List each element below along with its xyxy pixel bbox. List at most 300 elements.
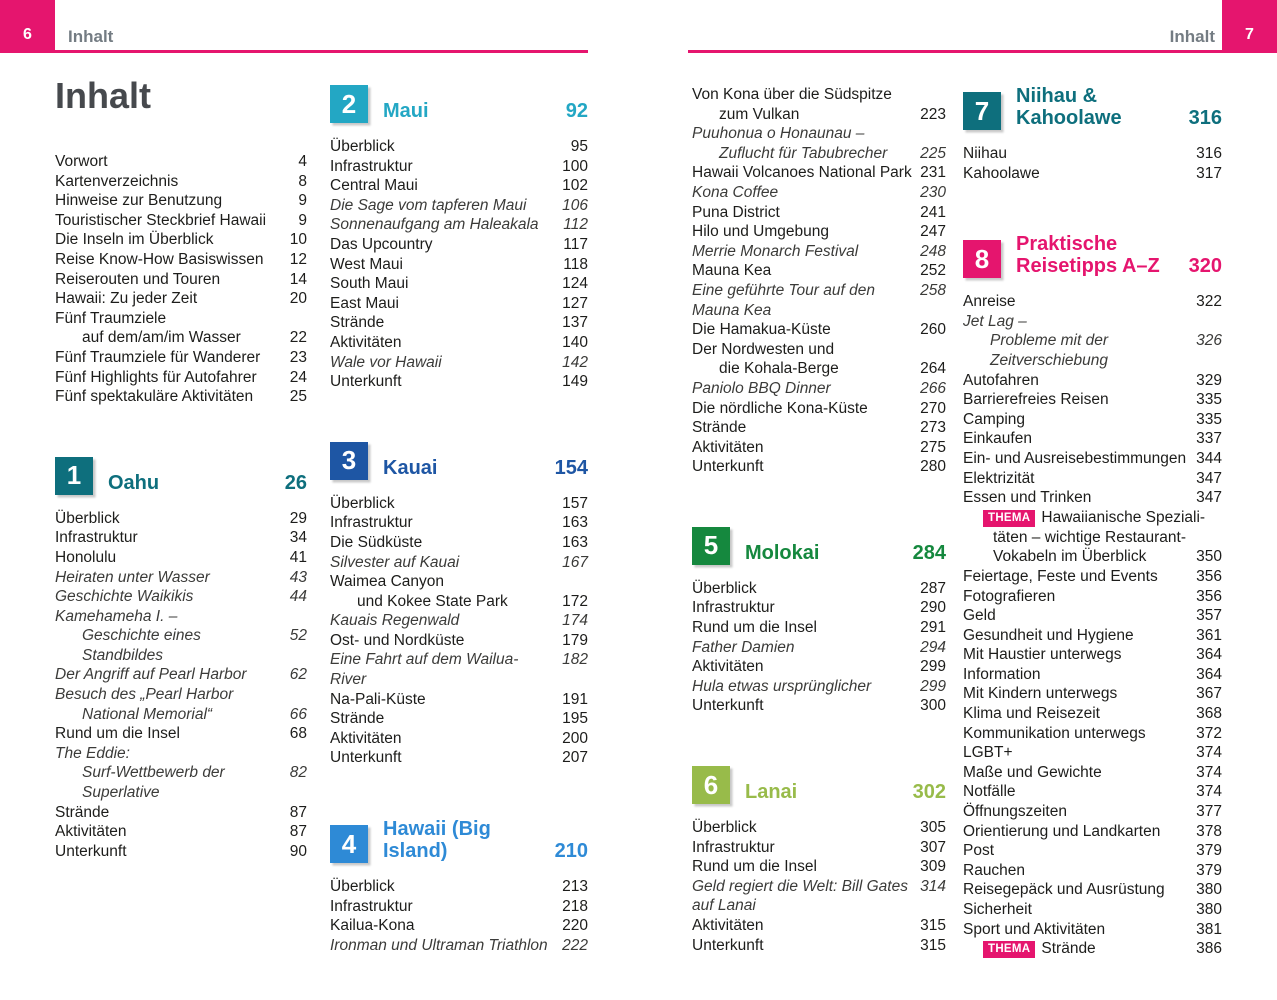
toc-entry-list (963, 292, 1222, 959)
toc-entry (330, 274, 588, 294)
toc-entry-title: Aktivitäten (692, 438, 764, 456)
toc-entry-title: Camping (963, 410, 1026, 428)
toc-entry-page: 368 (1196, 705, 1222, 723)
running-head-right: Inhalt (1169, 27, 1215, 46)
toc-entry-title: Sport und Aktivitäten (963, 920, 1106, 938)
toc-entry-title: Der Angriff auf Pearl Harbor (55, 666, 247, 684)
toc-entry-title: Puna District (692, 203, 780, 221)
toc-entry-page: 182 (562, 651, 588, 669)
toc-entry-title: Rund um die Insel (692, 858, 817, 876)
toc-entry-page: 222 (562, 936, 588, 954)
chapter-7-header (963, 85, 1222, 130)
toc-entry-title: Silvester auf Kauai (330, 553, 460, 571)
toc-entry-page: 163 (562, 514, 588, 532)
toc-entry-page: 379 (1196, 842, 1222, 860)
chapter-page: 302 (912, 781, 946, 804)
toc-entry-list (692, 579, 946, 716)
toc-entry (692, 203, 946, 223)
toc-entry (330, 513, 588, 533)
toc-entry-page: 316 (1196, 145, 1222, 162)
toc-entry (963, 292, 1222, 312)
toc-entry-page: 191 (562, 690, 588, 708)
toc-entry (330, 215, 588, 235)
toc-entry (963, 645, 1222, 665)
toc-entry-page: 378 (1196, 822, 1222, 840)
toc-entry-title: Information (963, 665, 1041, 683)
toc-entry (55, 587, 307, 607)
toc-entry-page: 381 (1196, 920, 1222, 938)
chapter-page: 154 (554, 456, 588, 479)
toc-entry (330, 592, 588, 612)
toc-entry-title: Infrastruktur (330, 157, 413, 175)
toc-entry-page: 326 (1196, 332, 1222, 350)
chapter-page: 316 (1188, 107, 1222, 129)
toc-entry (692, 838, 946, 858)
toc-entry-title: Geschichte eines Standbildes (82, 627, 201, 664)
toc-entry (692, 163, 946, 183)
page-number-left: 6 (23, 26, 32, 43)
toc-entry (692, 340, 946, 360)
toc-entry (692, 183, 946, 203)
toc-entry-page: 377 (1196, 803, 1222, 821)
toc-entry (55, 548, 307, 568)
toc-entry-page: 374 (1196, 783, 1222, 801)
toc-entry-title: Sonnenaufgang am Haleakala (330, 216, 539, 234)
toc-entry (963, 724, 1222, 744)
toc-entry-title: Fünf Traumziele (55, 309, 167, 327)
toc-entry-title: Rund um die Insel (692, 619, 817, 637)
toc-entry-page: 386 (1196, 940, 1222, 958)
toc-entry-title: Besuch des „Pearl Harbor (55, 686, 234, 704)
toc-entry (55, 172, 307, 192)
toc-entry-title: Das Upcountry (330, 235, 433, 253)
toc-entry-title: Barrierefreies Reisen (963, 391, 1109, 409)
toc-entry-title: Merrie Monarch Festival (692, 242, 859, 260)
toc-entry-title: Die Inseln im Überblick (55, 231, 214, 249)
toc-entry-page: 275 (920, 438, 946, 456)
toc-entry-title: Fünf Traumziele für Wanderer (55, 348, 261, 366)
toc-entry (55, 665, 307, 685)
toc-entry (330, 690, 588, 710)
toc-entry-title: Probleme mit der Zeitverschiebung (990, 332, 1109, 369)
toc-entry (330, 494, 588, 514)
chapter-page: 320 (1188, 255, 1222, 278)
toc-entry-title: Rund um die Insel (55, 725, 180, 743)
toc-entry-page: 248 (920, 242, 946, 260)
toc-entry-title: Die Hamakua-Küste (692, 321, 831, 339)
toc-entry (55, 685, 307, 705)
chapter-3-section (330, 442, 588, 768)
toc-entry-page: 299 (920, 677, 946, 695)
toc-entry-title: zum Vulkan (719, 105, 800, 123)
toc-entry-page: 66 (289, 705, 307, 723)
toc-entry-title: Unterkunft (692, 697, 764, 715)
toc-entry-title: Kommunikation unterwegs (963, 724, 1146, 742)
toc-entry-title: täten – wichtige Restaurant- (993, 528, 1186, 546)
toc-entry-page: 29 (289, 509, 307, 527)
toc-entry (692, 618, 946, 638)
toc-entry-page: 287 (920, 579, 946, 597)
toc-entry-title: Eine geführte Tour auf den Mauna Kea (692, 281, 875, 319)
toc-entry (963, 312, 1222, 332)
toc-entry-title: Überblick (330, 878, 395, 896)
toc-entry-page: 207 (562, 749, 588, 767)
toc-entry-title: Unterkunft (55, 842, 127, 860)
toc-entry (963, 567, 1222, 587)
toc-entry-title: Die Sage vom tapferen Maui (330, 196, 527, 214)
toc-entry (963, 763, 1222, 783)
toc-entry-page: 367 (1196, 685, 1222, 703)
toc-entry-page: 12 (289, 250, 307, 268)
toc-entry-title: Feiertage, Feste und Events (963, 567, 1158, 585)
toc-entry (963, 547, 1222, 567)
toc-entry-title: Strände (692, 419, 747, 437)
toc-entry-list (692, 85, 946, 477)
toc-entry (692, 457, 946, 477)
toc-entry-page: 361 (1196, 626, 1222, 644)
chapter-4-header (330, 818, 588, 863)
toc-entry-list (55, 509, 307, 862)
toc-entry-page: 82 (289, 764, 307, 782)
toc-entry-page: 260 (920, 321, 946, 339)
toc-entry (330, 572, 588, 592)
toc-entry-title: Unterkunft (692, 936, 764, 954)
toc-entry-title: Mit Haustier unterwegs (963, 646, 1122, 664)
chapter-number-box: 7 (963, 92, 1001, 130)
toc-entry-page: 124 (562, 275, 588, 293)
toc-entry-title: auf dem/am/im Wasser (82, 329, 241, 347)
chapter-1-header (55, 457, 307, 495)
toc-entry-title: Essen und Trinken (963, 489, 1092, 507)
toc-entry-title: Kartenverzeichnis (55, 172, 179, 190)
toc-entry (692, 579, 946, 599)
chapter-8-section (963, 233, 1222, 959)
toc-entry (55, 509, 307, 529)
toc-entry-title: Jet Lag – (963, 312, 1027, 330)
toc-entry-list (330, 877, 588, 955)
toc-entry-page: 117 (563, 235, 588, 253)
toc-entry (55, 744, 307, 764)
toc-entry (55, 607, 307, 627)
chapter-title: Maui (383, 100, 429, 122)
toc-entry (330, 611, 588, 631)
toc-entry-page: 149 (562, 373, 588, 391)
toc-entry-title: Aktivitäten (330, 729, 402, 747)
toc-entry-page: 273 (920, 419, 946, 437)
toc-entry-page: 264 (920, 360, 946, 378)
chapter-5-header (692, 527, 946, 565)
toc-entry-title: Geschichte Waikikis (55, 588, 194, 606)
toc-entry-page: 252 (920, 262, 946, 280)
toc-entry (55, 270, 307, 290)
toc-entry (963, 331, 1222, 370)
toc-entry-page: 118 (563, 255, 588, 273)
chapter-number-box: 6 (692, 766, 730, 804)
toc-entry (330, 353, 588, 373)
toc-entry-title: The Eddie: (55, 744, 130, 762)
toc-entry-title: Sicherheit (963, 901, 1032, 918)
toc-entry (55, 528, 307, 548)
toc-entry-page: 247 (920, 223, 946, 241)
toc-entry-page: 9 (298, 211, 307, 229)
toc-entry-page: 322 (1196, 293, 1222, 311)
toc-entry-title: Der Nordwesten und (692, 340, 835, 358)
toc-entry (692, 598, 946, 618)
toc-entry-title: South Maui (330, 275, 409, 293)
toc-entry (963, 822, 1222, 842)
toc-entry-title: Infrastruktur (330, 897, 413, 915)
toc-entry (330, 553, 588, 573)
toc-entry-page: 309 (920, 858, 946, 876)
toc-entry-page: 95 (570, 138, 588, 155)
toc-entry (55, 568, 307, 588)
toc-entry-page: 241 (920, 203, 946, 221)
chapter-number-box: 1 (55, 457, 93, 495)
toc-entry-title: Unterkunft (692, 458, 764, 476)
toc-entry-title: Unterkunft (330, 749, 402, 767)
toc-entry-page: 41 (289, 548, 307, 566)
toc-entry (963, 665, 1222, 685)
toc-entry-page: 364 (1196, 646, 1222, 664)
toc-entry-title: Fünf spektakuläre Aktivitäten (55, 388, 254, 406)
toc-entry-title: Kona Coffee (692, 183, 779, 201)
toc-entry (692, 242, 946, 262)
toc-entry-title: Na-Pali-Küste (330, 690, 426, 708)
toc-entry-page: 223 (920, 105, 946, 123)
toc-entry-page: 290 (920, 599, 946, 617)
toc-entry-page: 200 (562, 729, 588, 747)
toc-entry-title: Eine Fahrt auf dem Wailua-River (330, 651, 519, 689)
toc-entry-title: Heiraten unter Wasser (55, 568, 210, 586)
toc-entry-title: Reisegepäck und Ausrüstung (963, 881, 1165, 899)
toc-entry-list (330, 137, 588, 392)
toc-entry (963, 900, 1222, 920)
toc-entry (963, 782, 1222, 802)
toc-entry-page: 100 (562, 157, 588, 175)
toc-entry-title: Honolulu (55, 548, 117, 566)
toc-entry (692, 936, 946, 956)
toc-entry-page: 356 (1196, 587, 1222, 605)
toc-entry (963, 704, 1222, 724)
page-number-box-left (0, 0, 55, 53)
toc-entry-title: Vokabeln im Überblick (993, 548, 1147, 566)
toc-entry-page: 10 (289, 231, 307, 249)
toc-entry-page: 62 (289, 666, 307, 684)
toc-entry-title: Die Südküste (330, 533, 423, 551)
toc-entry-title: Fotografieren (963, 587, 1056, 605)
chapter-page: 26 (284, 471, 307, 494)
toc-entry-title: Surf-Wettbewerb der Superlative (82, 764, 225, 802)
toc-entry-title: Puuhonua o Honaunau – (692, 125, 865, 143)
toc-entry-title: Infrastruktur (55, 529, 138, 547)
toc-entry-title: Mauna Kea (692, 262, 772, 280)
toc-entry-title: Autofahren (963, 371, 1039, 389)
thema-badge: THEMA (983, 510, 1035, 527)
chapter-number-box: 8 (963, 240, 1001, 278)
header-rule-left (0, 50, 588, 53)
thema-badge: THEMA (983, 941, 1035, 958)
toc-entry-page: 356 (1196, 567, 1222, 585)
toc-entry (55, 803, 307, 823)
chapter-title: Hawaii (Big Island) (383, 818, 491, 863)
toc-entry (692, 418, 946, 438)
toc-entry-page: 20 (289, 290, 307, 308)
toc-entry-title: Überblick (330, 494, 395, 512)
chapter-6-header (692, 766, 946, 804)
toc-entry (692, 438, 946, 458)
toc-entry (963, 410, 1222, 430)
page-title: Inhalt (55, 75, 151, 116)
page-number-box-right (1222, 0, 1277, 53)
toc-entry-title: Aktivitäten (330, 333, 402, 351)
toc-entry-title: Ost- und Nordküste (330, 631, 465, 649)
toc-entry (55, 230, 307, 250)
toc-entry (963, 861, 1222, 881)
chapter-title: Molokai (745, 541, 820, 564)
toc-entry-page: 179 (562, 631, 588, 649)
toc-entry (55, 705, 307, 725)
toc-entry-page: 315 (920, 917, 946, 934)
toc-entry (692, 818, 946, 838)
toc-entry-title: Rauchen (963, 861, 1026, 879)
chapter-title: Kauai (383, 456, 438, 479)
toc-entry-title: Kauais Regenwald (330, 612, 460, 630)
toc-entry (330, 372, 588, 392)
toc-entry-title: National Memorial“ (82, 705, 213, 723)
toc-entry-page: 291 (920, 619, 946, 637)
chapter-page: 210 (554, 840, 588, 863)
toc-entry-title: Mit Kindern unterwegs (963, 685, 1118, 703)
toc-entry-title: Orientierung und Landkarten (963, 822, 1161, 840)
toc-entry-page: 127 (562, 294, 588, 312)
chapter-5-section (692, 527, 946, 716)
column-2 (330, 85, 588, 955)
toc-entry-page: 380 (1196, 881, 1222, 899)
toc-entry (963, 144, 1222, 164)
toc-entry (692, 399, 946, 419)
toc-entry-title: Strände (330, 710, 385, 728)
toc-entry-list (330, 494, 588, 768)
chapter-page: 284 (912, 541, 946, 564)
toc-entry-page: 87 (289, 823, 307, 841)
toc-entry-page: 335 (1196, 410, 1222, 428)
toc-entry-title: Von Kona über die Südspitze (692, 86, 892, 103)
toc-entry-page: 44 (289, 588, 307, 606)
toc-entry-title: THEMA Strände (963, 939, 1096, 959)
toc-entry-page: 68 (289, 725, 307, 743)
toc-entry-title: Ironman und Ultraman Triathlon (330, 936, 548, 954)
toc-entry (692, 677, 946, 697)
toc-entry (55, 309, 307, 329)
toc-entry (692, 657, 946, 677)
chapter-1-section (55, 457, 307, 862)
toc-entry (330, 333, 588, 353)
toc-entry-title: Vorwort (55, 153, 108, 170)
toc-entry (692, 379, 946, 399)
toc-entry-page: 305 (920, 819, 946, 837)
toc-entry-page: 372 (1196, 724, 1222, 742)
toc-entry-title: Kailua-Kona (330, 917, 415, 935)
toc-entry (963, 841, 1222, 861)
toc-entry-title: Waimea Canyon (330, 573, 445, 591)
toc-entry (55, 328, 307, 348)
toc-entry (55, 626, 307, 665)
toc-entry-title: Father Damien (692, 638, 795, 656)
toc-entry-title: Infrastruktur (330, 514, 413, 532)
toc-entry (963, 371, 1222, 391)
toc-entry (330, 196, 588, 216)
toc-entry-page: 9 (298, 192, 307, 210)
toc-entry-title: Strände (330, 314, 385, 332)
toc-entry-page: 172 (562, 592, 588, 610)
toc-entry (963, 684, 1222, 704)
toc-entry-page: 157 (562, 494, 588, 512)
toc-entry (330, 313, 588, 333)
toc-entry (330, 631, 588, 651)
toc-entry (55, 368, 307, 388)
toc-entry (330, 709, 588, 729)
toc-entry (963, 449, 1222, 469)
toc-entry-title: Aktivitäten (692, 917, 764, 934)
toc-entry-title: Klima und Reisezeit (963, 705, 1100, 723)
toc-entry-title: Unterkunft (330, 373, 402, 391)
toc-entry-page: 220 (562, 917, 588, 935)
toc-entry-title: Strände (55, 803, 110, 821)
chapter-2-section (330, 85, 588, 392)
column-1 (55, 76, 307, 861)
toc-entry-page: 344 (1196, 449, 1222, 467)
toc-entry-page: 112 (563, 216, 588, 234)
toc-entry-title: Hawaii Volcanoes National Park (692, 164, 912, 182)
toc-entry (963, 920, 1222, 940)
toc-entry-page: 8 (298, 172, 307, 190)
toc-entry-page: 174 (562, 612, 588, 630)
toc-entry (963, 528, 1222, 548)
toc-entry-page: 258 (920, 281, 946, 299)
toc-entry (330, 877, 588, 897)
toc-entry (55, 763, 307, 802)
toc-entry-page: 90 (289, 842, 307, 860)
chapter-number-box: 5 (692, 527, 730, 565)
toc-entry-page: 374 (1196, 763, 1222, 781)
chapter-number-box: 2 (330, 85, 368, 123)
toc-entry-page: 266 (920, 379, 946, 397)
toc-entry-title: Paniolo BBQ Dinner (692, 379, 831, 397)
toc-entry (963, 880, 1222, 900)
chapter-number-box: 4 (330, 825, 368, 863)
toc-entry-title: Überblick (692, 579, 757, 597)
toc-entry-page: 374 (1196, 744, 1222, 762)
column-4 (963, 85, 1222, 959)
toc-entry-title: und Kokee State Park (357, 592, 508, 610)
toc-entry (963, 587, 1222, 607)
toc-entry-page: 350 (1196, 548, 1222, 566)
toc-entry (330, 157, 588, 177)
toc-entry-page: 102 (562, 177, 588, 195)
toc-entry (692, 320, 946, 340)
toc-entry-title: Anreise (963, 293, 1016, 311)
toc-entry-title: Niihau (963, 145, 1007, 162)
chapter-title: Lanai (745, 781, 798, 804)
toc-entry (55, 387, 307, 407)
toc-entry (692, 359, 946, 379)
toc-entry-page: 213 (562, 878, 588, 896)
toc-entry-page: 347 (1196, 489, 1222, 507)
chapter-8-header (963, 233, 1222, 278)
toc-entry-title: Öffnungszeiten (963, 803, 1067, 821)
toc-entry-page: 270 (920, 399, 946, 417)
toc-entry-title: Infrastruktur (692, 838, 775, 856)
